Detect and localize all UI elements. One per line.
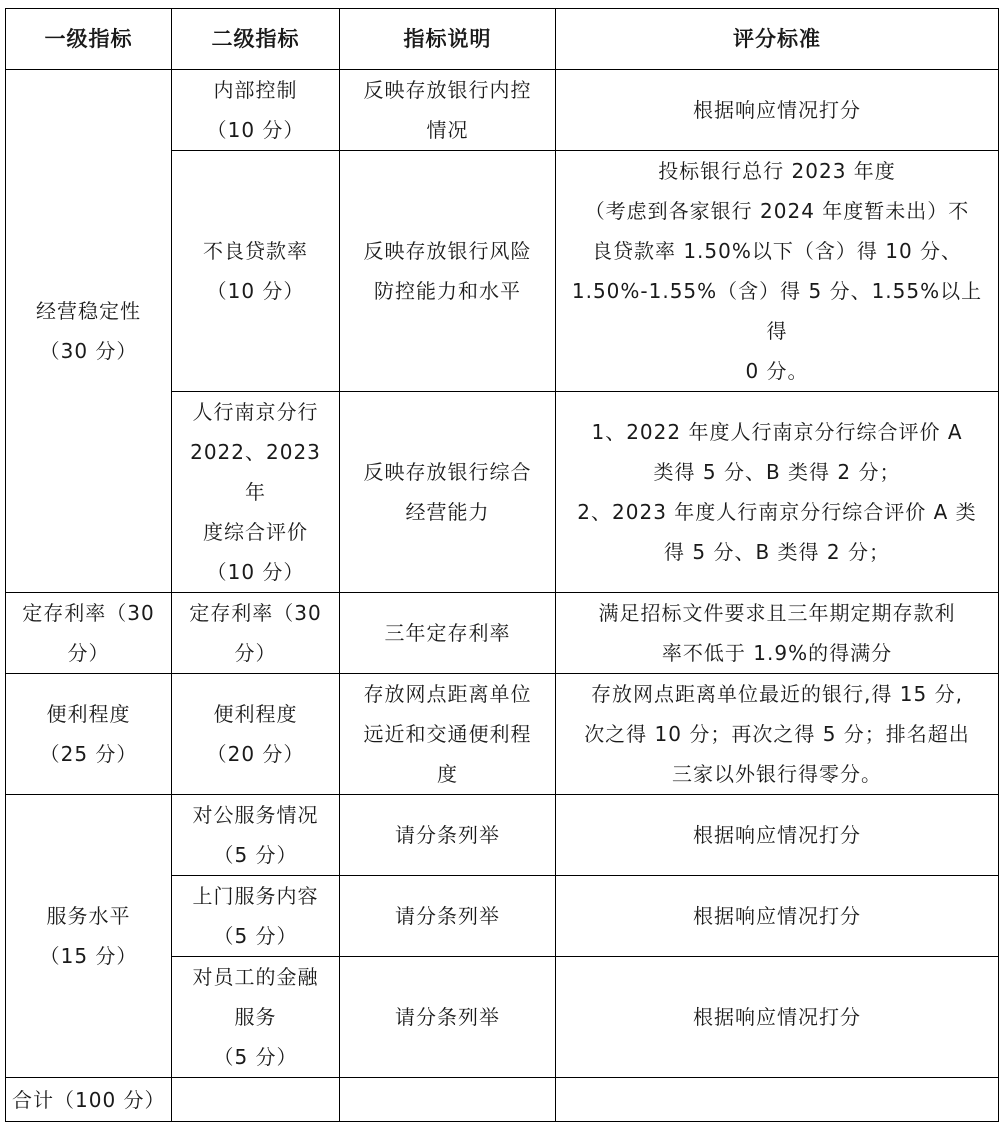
level2-cell: 定存利率（30 分） [172,593,340,674]
header-criteria: 评分标准 [556,9,999,70]
level2-cell: 便利程度 （20 分） [172,674,340,795]
criteria-cell: 根据响应情况打分 [556,70,999,151]
description-cell: 请分条列举 [340,957,556,1078]
description-cell: 反映存放银行综合 经营能力 [340,392,556,593]
table-row [6,674,999,795]
criteria-cell: 根据响应情况打分 [556,957,999,1078]
header-level1: 一级指标 [6,9,172,70]
criteria-cell: 投标银行总行 2023 年度 （考虑到各家银行 2024 年度暂未出）不 良贷款率 1.50%以下（含）得 10 分、 1.50%-1.55%（含）得 5 分、1.55%以上得 0 分。 [556,151,999,392]
level1-cell: 服务水平 （15 分） [6,795,172,1078]
table-row [6,795,999,876]
empty-cell [556,1078,999,1122]
criteria-cell: 存放网点距离单位最近的银行,得 15 分, 次之得 10 分；再次之得 5 分；排名超出 三家以外银行得零分。 [556,674,999,795]
description-cell: 反映存放银行风险 防控能力和水平 [340,151,556,392]
level1-cell: 便利程度 （25 分） [6,674,172,795]
table-row [6,70,999,151]
criteria-cell: 满足招标文件要求且三年期定期存款利 率不低于 1.9%的得满分 [556,593,999,674]
empty-cell [172,1078,340,1122]
total-row [6,1078,999,1122]
level2-cell: 上门服务内容 （5 分） [172,876,340,957]
description-cell: 反映存放银行内控 情况 [340,70,556,151]
criteria-cell: 根据响应情况打分 [556,876,999,957]
level1-cell: 经营稳定性 （30 分） [6,70,172,593]
criteria-cell: 根据响应情况打分 [556,795,999,876]
total-label-cell: 合计（100 分） [6,1078,172,1122]
description-cell: 三年定存利率 [340,593,556,674]
level2-cell: 人行南京分行 2022、2023 年 度综合评价 （10 分） [172,392,340,593]
empty-cell [340,1078,556,1122]
level2-cell: 对公服务情况 （5 分） [172,795,340,876]
scoring-table [5,8,999,1122]
level2-cell: 对员工的金融 服务 （5 分） [172,957,340,1078]
header-description: 指标说明 [340,9,556,70]
header-row [6,9,999,70]
description-cell: 请分条列举 [340,876,556,957]
header-level2: 二级指标 [172,9,340,70]
description-cell: 请分条列举 [340,795,556,876]
criteria-cell: 1、2022 年度人行南京分行综合评价 A 类得 5 分、B 类得 2 分； 2、2023 年度人行南京分行综合评价 A 类 得 5 分、B 类得 2 分； [556,392,999,593]
level2-cell: 不良贷款率 （10 分） [172,151,340,392]
level1-cell: 定存利率（30 分） [6,593,172,674]
table-row [6,593,999,674]
level2-cell: 内部控制 （10 分） [172,70,340,151]
description-cell: 存放网点距离单位 远近和交通便利程 度 [340,674,556,795]
